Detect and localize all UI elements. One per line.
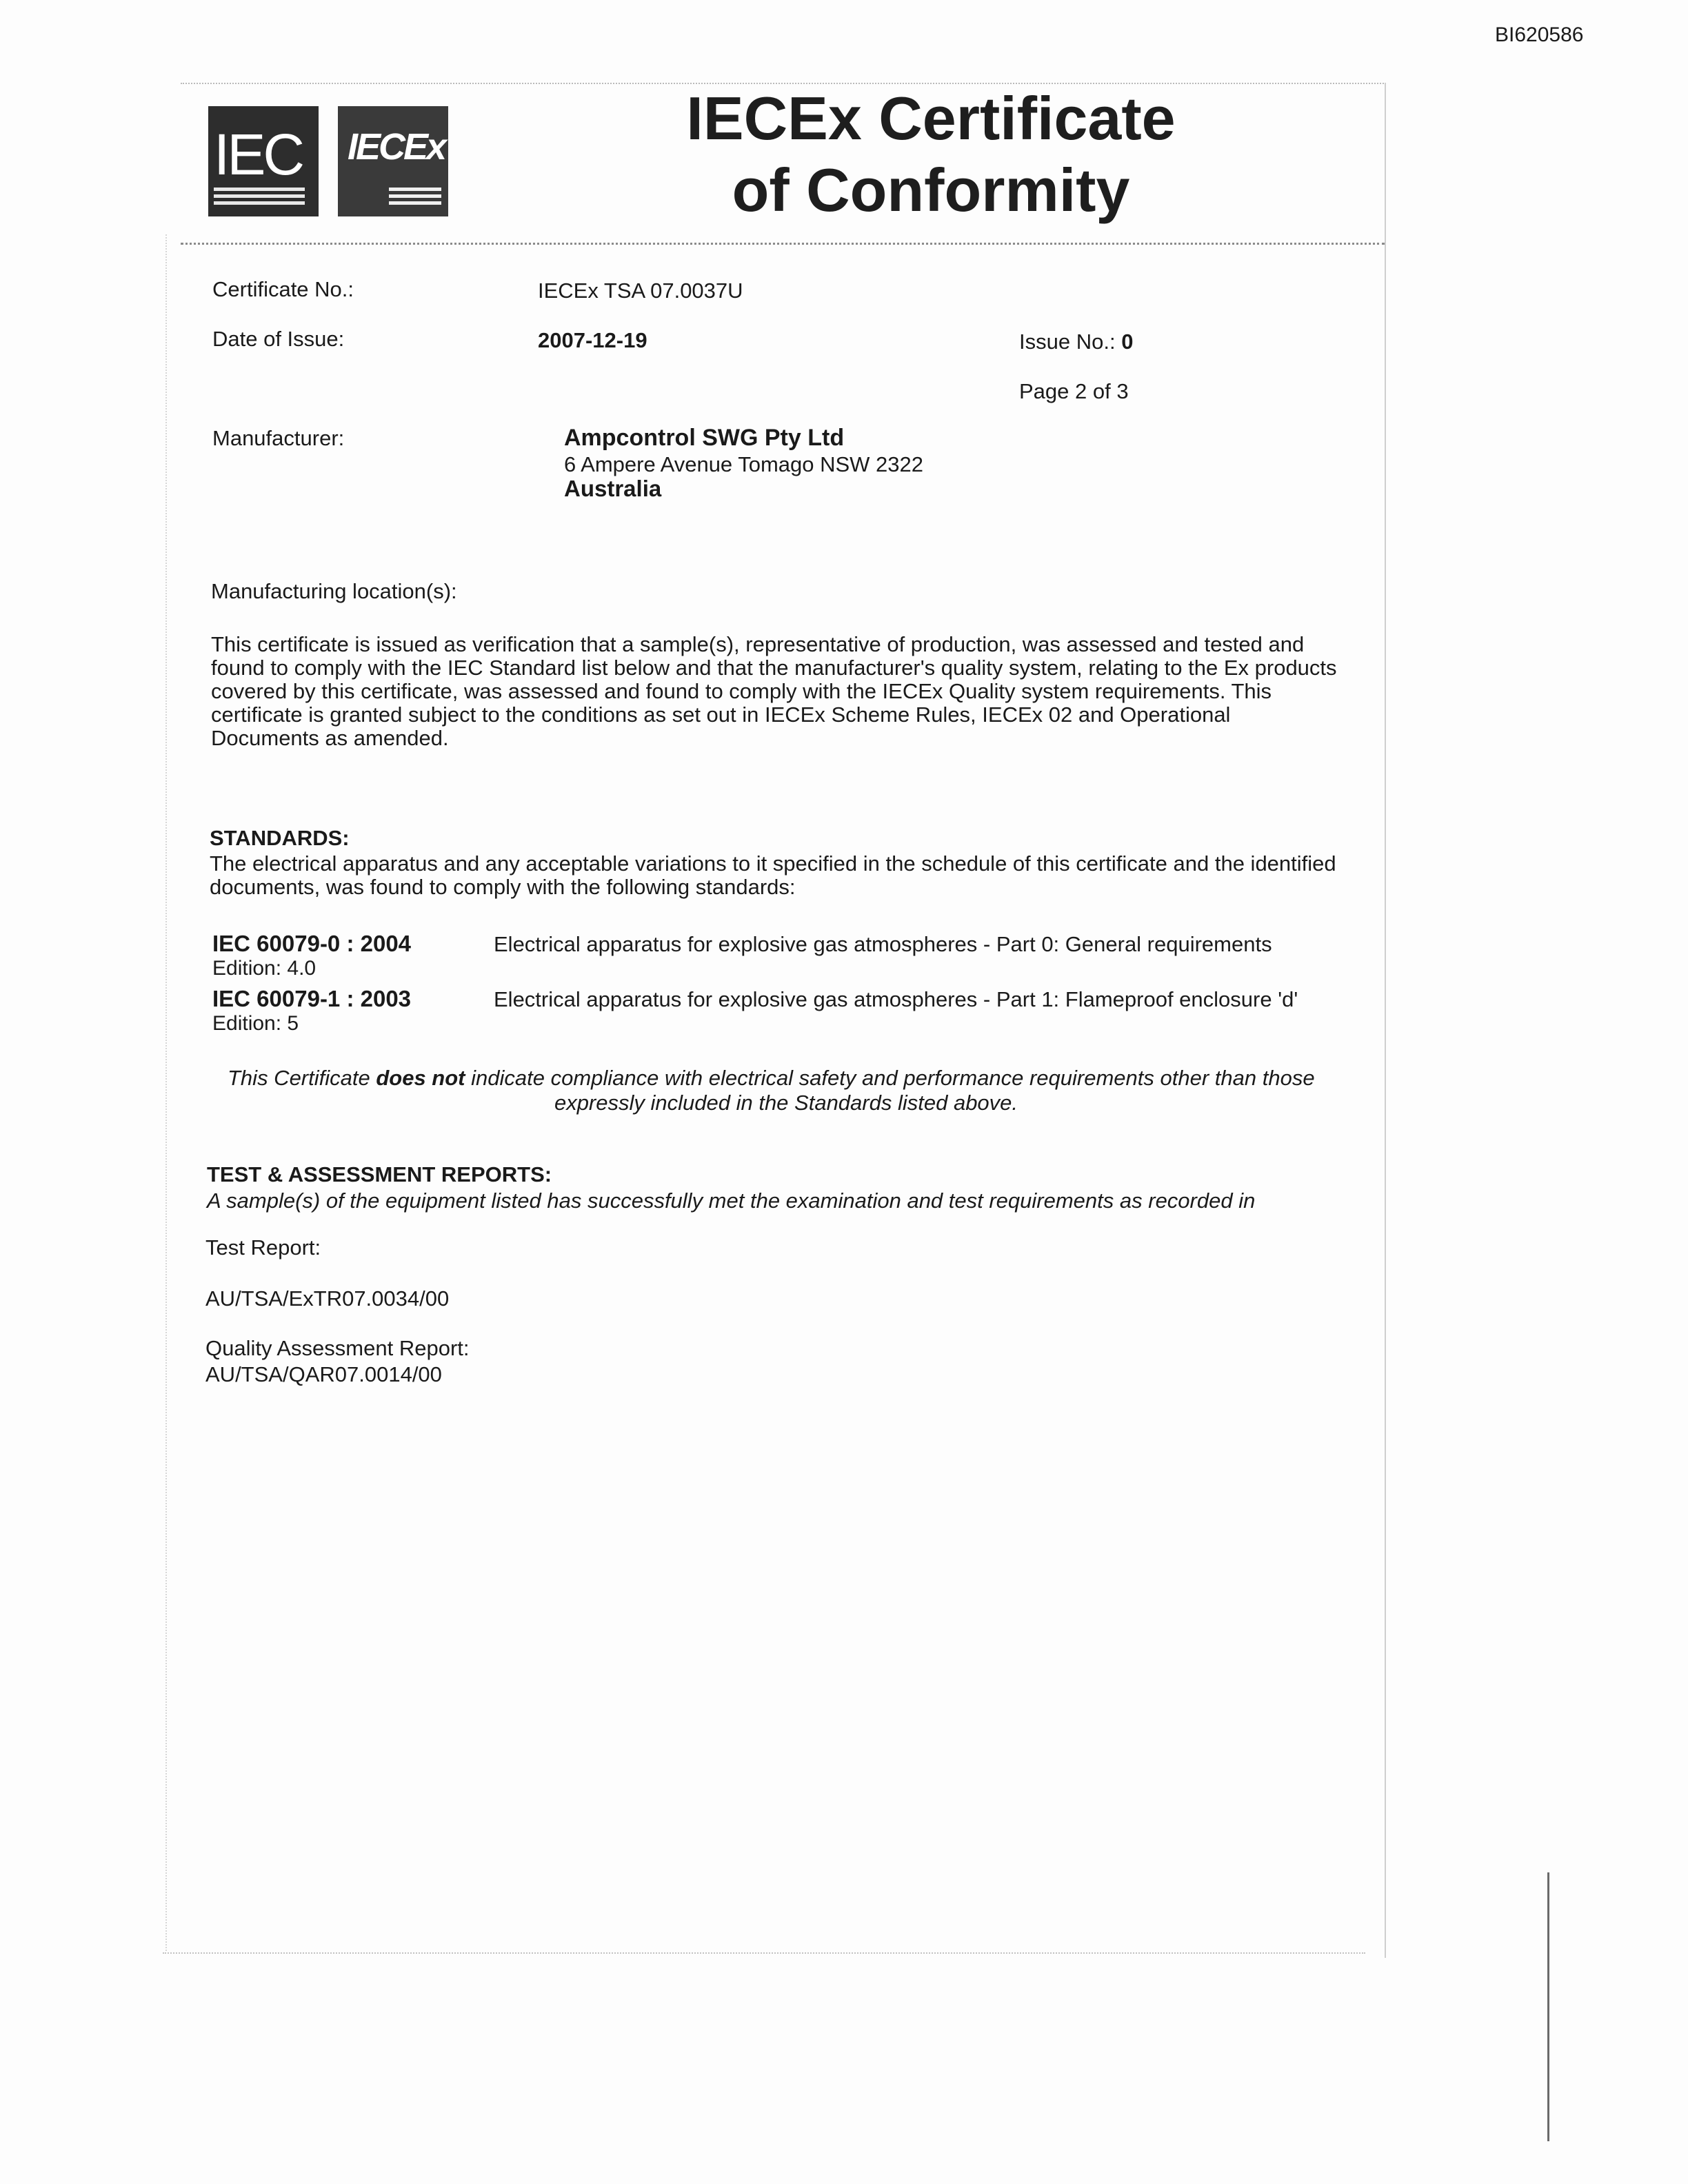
page-number: Page 2 of 3	[1019, 379, 1129, 403]
standard-description: Electrical apparatus for explosive gas atmospheres - Part 1: Flameproof enclosure 'd'	[494, 987, 1298, 1011]
statement-line: certificate is granted subject to the conditions as set out in IECEx Scheme Rules, IECEx 02 and Operational	[211, 702, 1231, 727]
statement-line: covered by this certificate, was assessed and found to comply with the IECEx Quality system requirements. This	[211, 679, 1272, 703]
standards-note-line-2: expressly included in the Standards listed above.	[554, 1091, 1018, 1115]
iecex-logo-stripe	[389, 194, 441, 198]
statement-line: This certificate is issued as verification that a sample(s), representative of production, was assessed and tested and	[211, 632, 1305, 656]
issue-no	[1019, 330, 1133, 354]
certificate-no-value: IECEx TSA 07.0037U	[538, 279, 743, 303]
manufacturer-country: Australia	[564, 476, 662, 501]
standard-description: Electrical apparatus for explosive gas atmospheres - Part 0: General requirements	[494, 932, 1272, 956]
iec-logo-stripe	[214, 188, 305, 191]
standard-edition: Edition: 5	[212, 1012, 299, 1035]
page-title	[662, 83, 1200, 226]
manufacturer-address: 6 Ampere Avenue Tomago NSW 2322	[564, 452, 924, 476]
iec-logo-stripe	[214, 201, 305, 205]
iecex-logo-stripe	[389, 201, 441, 205]
scan-margin-line	[1547, 1872, 1549, 2141]
manufacturing-location-label: Manufacturing location(s):	[211, 579, 457, 603]
manufacturer-label: Manufacturer:	[212, 426, 345, 450]
standards-note-text: This Certificate	[228, 1066, 376, 1090]
quality-assessment-value: AU/TSA/QAR07.0014/00	[205, 1362, 442, 1386]
iecex-logo	[338, 106, 448, 216]
certificate-no-label: Certificate No.:	[212, 277, 354, 301]
header-divider	[181, 243, 1385, 245]
title-line-1: IECEx Certificate	[686, 84, 1176, 152]
reports-heading: TEST & ASSESSMENT REPORTS:	[207, 1162, 552, 1186]
standard-edition: Edition: 4.0	[212, 957, 316, 980]
date-of-issue-value: 2007-12-19	[538, 328, 647, 352]
iec-logo-text: IEC	[214, 122, 303, 187]
test-report-value: AU/TSA/ExTR07.0034/00	[205, 1286, 450, 1311]
standards-note-text: indicate compliance with electrical safety and performance requirements other than those	[465, 1066, 1315, 1090]
statement-line: found to comply with the IEC Standard list below and that the manufacturer's quality system, relating to the Ex products	[211, 656, 1337, 680]
frame-right-border	[1385, 83, 1386, 1958]
frame-bottom-border	[163, 1952, 1365, 1954]
test-report-label: Test Report:	[205, 1235, 321, 1260]
iecex-logo-text: IECEx	[348, 126, 445, 168]
standard-code: IEC 60079-0 : 2004	[212, 931, 412, 956]
date-of-issue-label: Date of Issue:	[212, 327, 345, 351]
document-id: BI620586	[1495, 23, 1584, 46]
issue-no-label: Issue No.:	[1019, 330, 1116, 354]
standards-note	[228, 1066, 1315, 1091]
certificate-statement	[211, 633, 1487, 750]
standards-heading: STANDARDS:	[210, 826, 350, 850]
iecex-logo-stripe	[389, 188, 441, 191]
statement-line: Documents as amended.	[211, 726, 449, 750]
iec-logo	[208, 106, 319, 216]
quality-assessment-label: Quality Assessment Report:	[205, 1336, 470, 1360]
standards-intro-line: documents, was found to comply with the following standards:	[210, 875, 796, 899]
standard-code: IEC 60079-1 : 2003	[212, 986, 412, 1011]
reports-intro: A sample(s) of the equipment listed has successfully met the examination and test requirements as recorded in	[207, 1189, 1256, 1213]
standards-note-emphasis: does not	[376, 1066, 465, 1090]
title-line-2: of Conformity	[732, 156, 1130, 224]
standards-intro-line: The electrical apparatus and any acceptable variations to it specified in the schedule of this certificate and the identified	[210, 851, 1336, 876]
iec-logo-stripe	[214, 194, 305, 198]
issue-no-value: 0	[1121, 330, 1134, 354]
standards-intro	[210, 852, 1485, 899]
manufacturer-name: Ampcontrol SWG Pty Ltd	[564, 425, 845, 451]
